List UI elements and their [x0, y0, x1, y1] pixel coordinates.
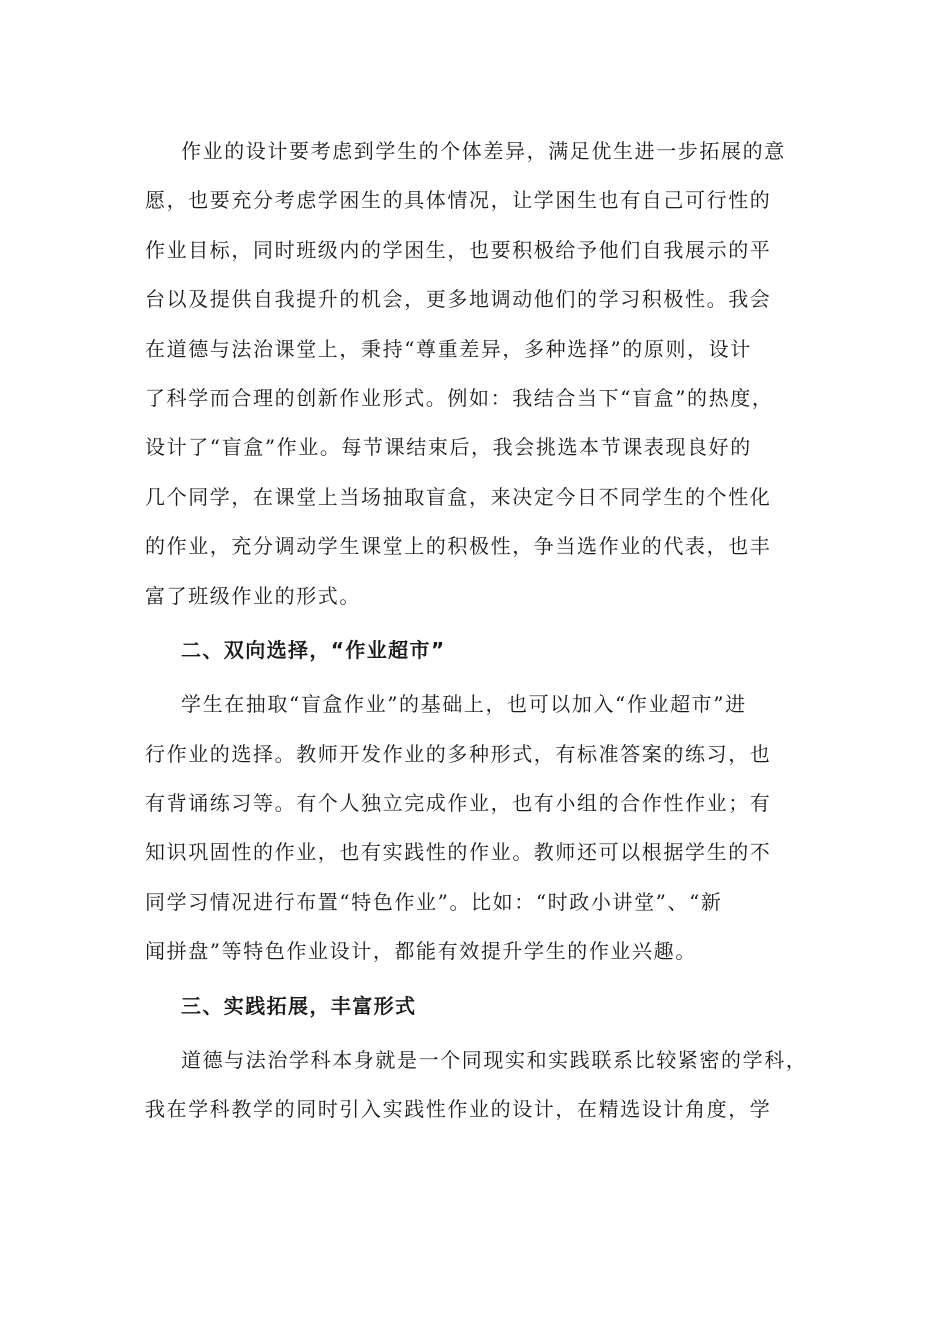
- section-heading-2: 二、双向选择，“作业超市”: [181, 637, 446, 662]
- paragraph-1: [145, 127, 809, 621]
- paragraph-line: 行作业的选择。教师开发作业的多种形式，有标准答案的练习，也: [145, 741, 772, 766]
- paragraph-2: [145, 680, 809, 976]
- paragraph-line: 富了班级作业的形式。: [145, 583, 361, 608]
- paragraph-line: 作业的设计要考虑到学生的个体差异，满足优生进一步拓展的意: [181, 139, 786, 163]
- paragraph-line: 作业目标，同时班级内的学困生，也要积极给予他们自我展示的平: [145, 237, 772, 262]
- paragraph-line: 知识巩固性的作业，也有实践性的作业。教师还可以根据学生的不: [145, 840, 772, 865]
- paragraph-line: 几个同学，在课堂上当场抽取盲盒，来决定今日不同学生的个性化: [145, 484, 772, 509]
- paragraph-line: 有背诵练习等。有个人独立完成作业，也有小组的合作性作业；有: [145, 791, 772, 816]
- paragraph-line: 我在学科教学的同时引入实践性作业的设计，在精选设计角度，学: [145, 1097, 772, 1122]
- paragraph-line: 同学习情况进行布置“特色作业”。比如：“时政小讲堂”、“新: [145, 889, 723, 914]
- paragraph-line: 台以及提供自我提升的机会，更多地调动他们的学习积极性。我会: [145, 287, 772, 312]
- paragraph-line: 的作业，充分调动学生课堂上的积极性，争当选作业的代表，也丰: [145, 534, 772, 559]
- paragraph-line: 在道德与法治课堂上，秉持“尊重差异，多种选择”的原则，设计: [145, 336, 752, 361]
- paragraph-3: [145, 1036, 809, 1135]
- paragraph-line: 学生在抽取“盲盒作业”的基础上，也可以加入“作业超市”进: [181, 692, 747, 717]
- paragraph-line: 愿，也要充分考虑学困生的具体情况，让学困生也有自己可行性的: [145, 188, 772, 213]
- section-heading-3: 三、实践拓展，丰富形式: [181, 993, 417, 1018]
- paragraph-line: 闻拼盘”等特色作业设计，都能有效提升学生的作业兴趣。: [145, 939, 697, 964]
- paragraph-line: 设计了“盲盒”作业。每节课结束后，我会挑选本节课表现良好的: [145, 435, 752, 460]
- paragraph-line: 道德与法治学科本身就是一个同现实和实践联系比较紧密的学科，: [181, 1048, 808, 1073]
- paragraph-line: 了科学而合理的创新作业形式。例如：我结合当下“盲盒”的热度，: [145, 385, 774, 410]
- document-body: [145, 127, 809, 1135]
